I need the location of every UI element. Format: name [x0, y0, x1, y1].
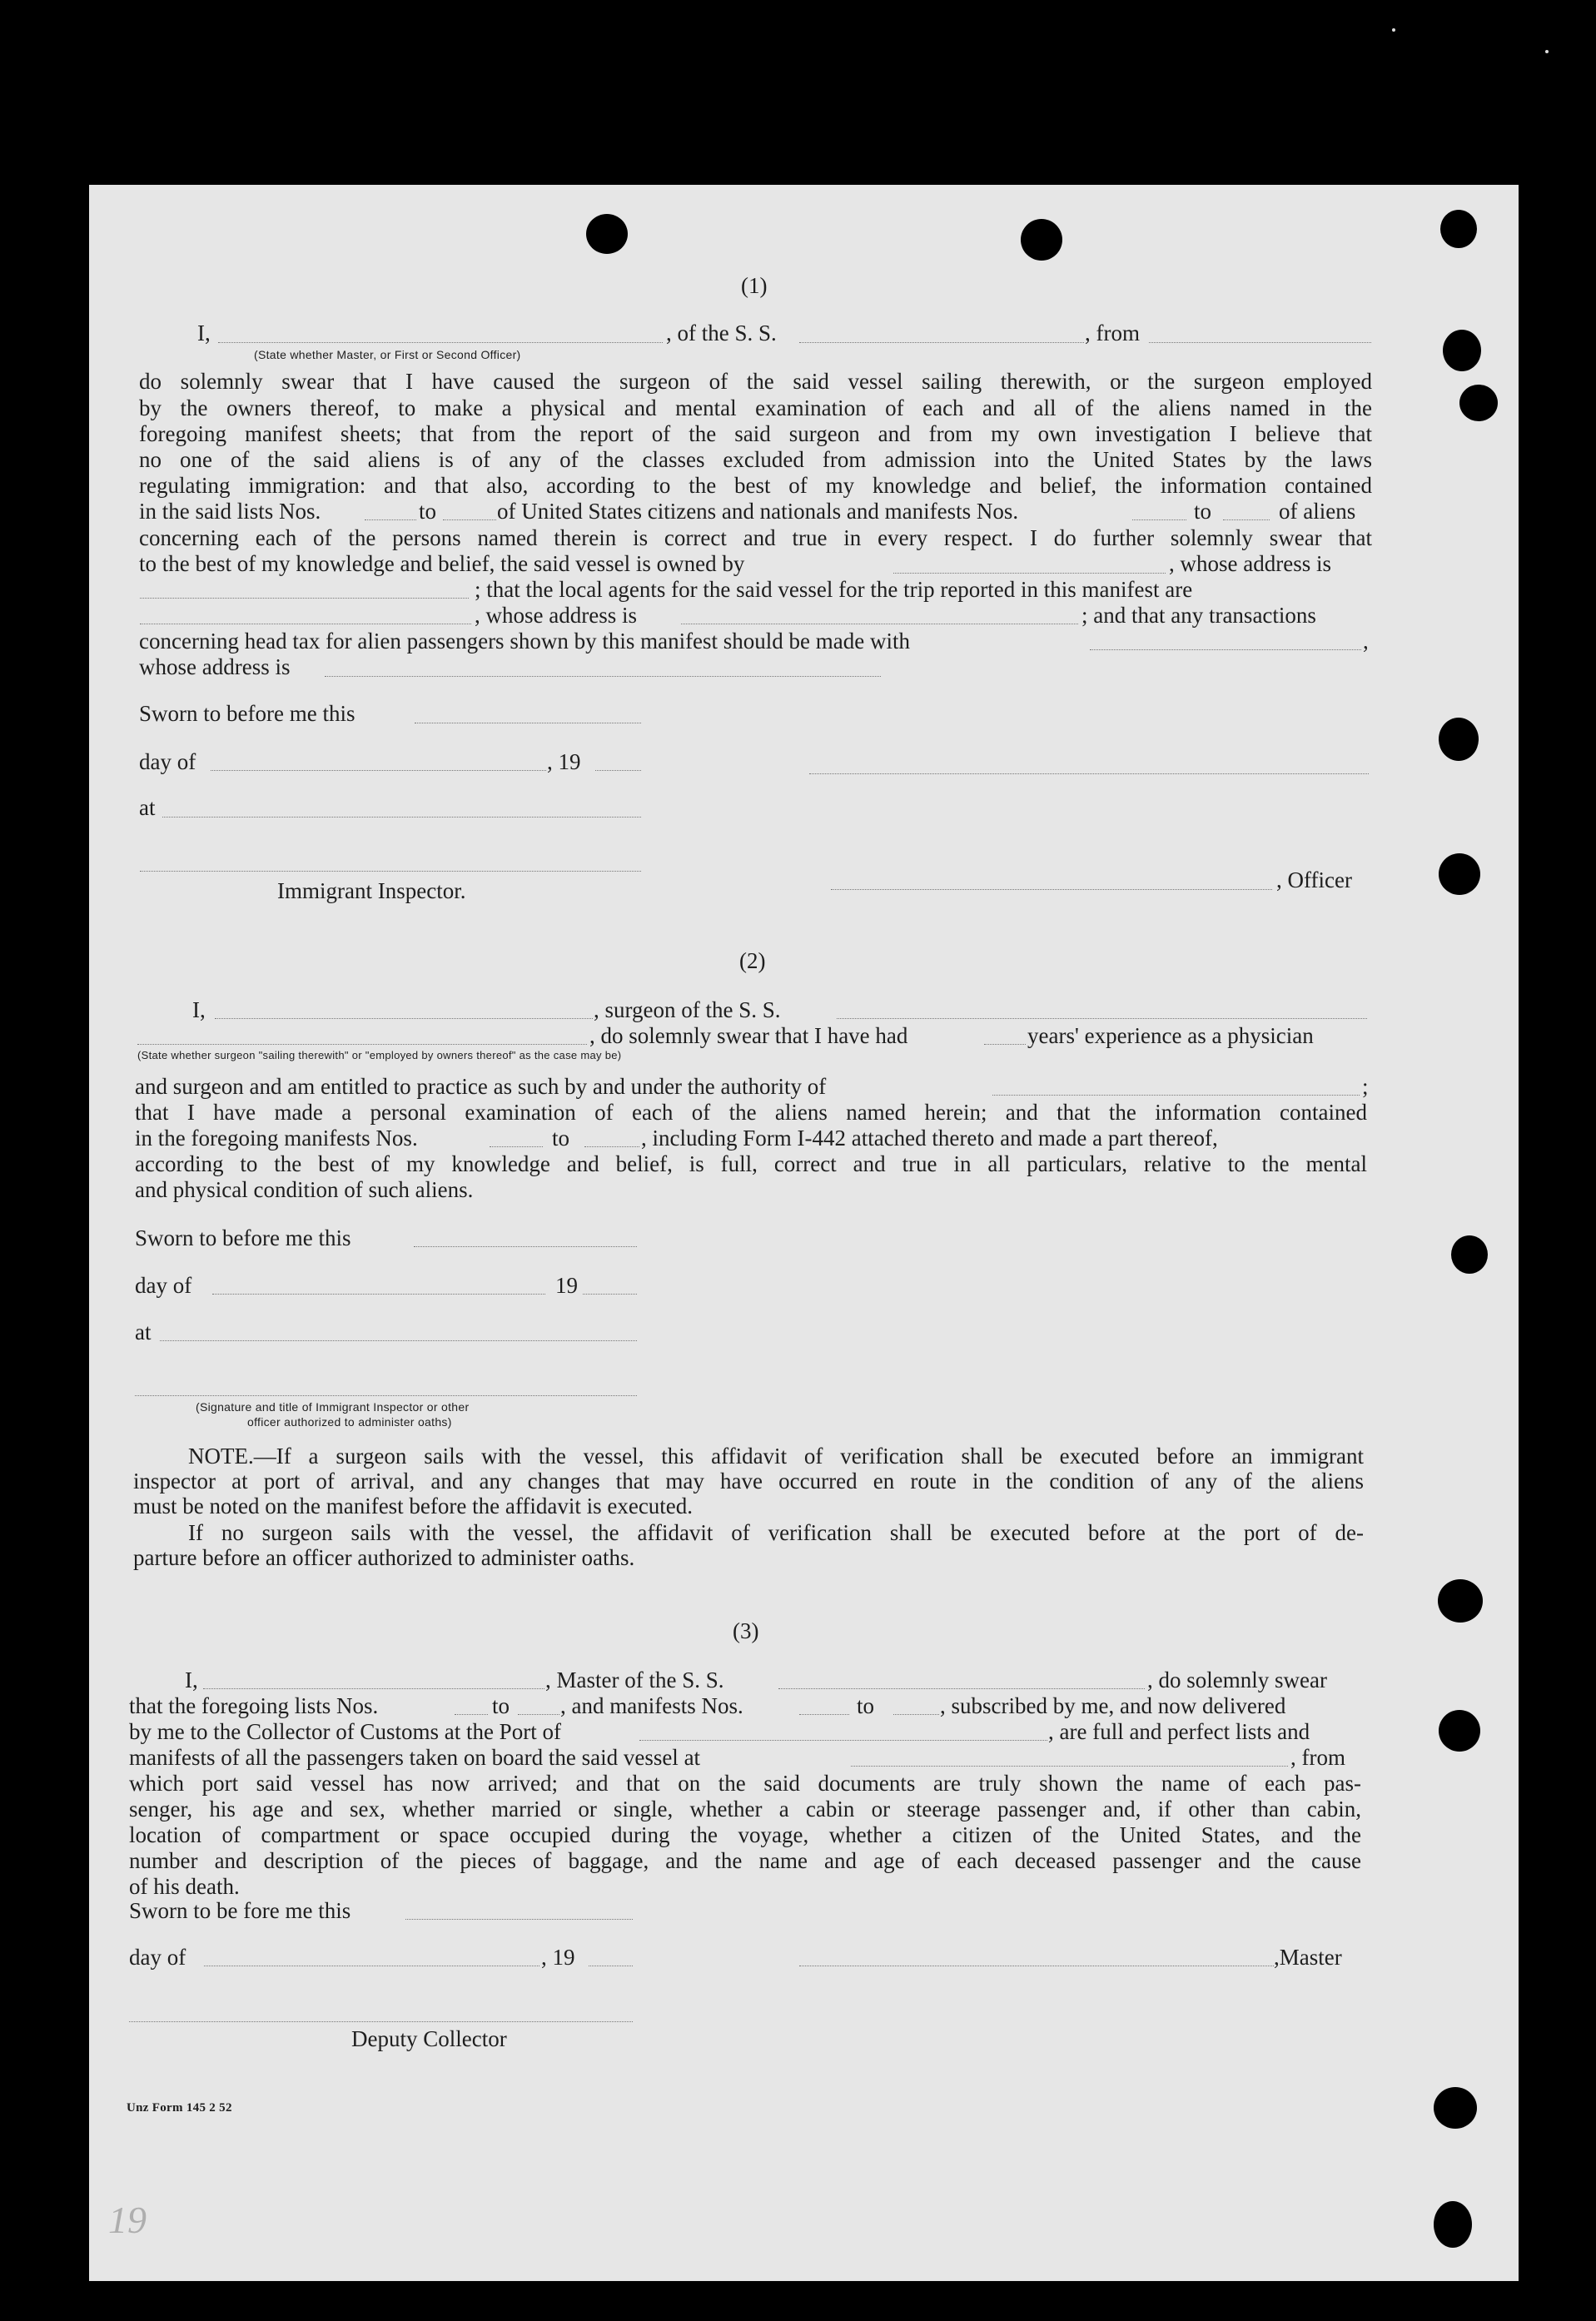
s3-deputy-signature-line[interactable] [129, 2021, 633, 2022]
punch-hole [1434, 2087, 1477, 2129]
s1-line-1: do solemnly swear that I have caused the surgeon of the said vessel sailing therewith, or the surgeon employed [139, 369, 1372, 394]
s2-line-5-to: to [552, 1126, 570, 1151]
s2-years: years' experience as a physician [1027, 1023, 1314, 1048]
s1-inspector-label: Immigrant Inspector. [277, 878, 466, 903]
s1-line-6a: in the said lists Nos. [139, 499, 321, 524]
s2-sworn-field[interactable] [414, 1246, 637, 1247]
s3-line-6: senger, his age and sex, whether married or single, whether a cabin or steerage passenger and, if other than cabin, [129, 1797, 1361, 1822]
s1-line-8a: to the best of my knowledge and belief, the said vessel is owned by [139, 551, 745, 576]
s3-line-2b: , and manifests Nos. [560, 1693, 743, 1718]
s3-line-4a: manifests of all the passengers taken on board the said vessel at [129, 1745, 701, 1770]
s1-year-field[interactable] [595, 770, 641, 771]
punch-hole [1451, 1235, 1488, 1274]
s3-line-7: location of compartment or space occupied during the voyage, whether a citizen of the United States, and the [129, 1822, 1361, 1847]
punch-hole [586, 214, 628, 254]
s3-line-4b: , from [1290, 1745, 1345, 1770]
s1-line-10a: , whose address is [475, 603, 637, 628]
note-line-5: parture before an officer authorized to administer oaths. [133, 1545, 635, 1570]
s3-master-name-field[interactable] [203, 1688, 544, 1689]
punch-hole [1021, 219, 1062, 261]
s3-sworn-field[interactable] [405, 1919, 633, 1920]
s2-authority-field[interactable] [992, 1095, 1360, 1096]
note-line-4: If no surgeon sails with the vessel, the affidavit of verification shall be executed before at the port of de- [188, 1520, 1364, 1545]
note-line-3: must be noted on the manifest before the affidavit is executed. [133, 1493, 694, 1518]
s3-line-last: of his death. [129, 1874, 240, 1899]
s3-lists-from-field[interactable] [455, 1714, 488, 1715]
s1-line-8b: , whose address is [1169, 551, 1331, 576]
s2-i-label: I, [192, 997, 206, 1022]
s2-manifests-to-field[interactable] [584, 1146, 639, 1147]
s3-master-of: , Master of the S. S. [545, 1667, 724, 1692]
s1-owner-address-field[interactable] [140, 598, 469, 599]
s1-line-2: by the owners thereof, to make a physical and mental examination of each and all of the aliens named in the [139, 395, 1372, 420]
s1-lists-from-field[interactable] [365, 519, 416, 520]
s3-deputy-label: Deputy Collector [351, 2026, 507, 2051]
s3-master-label: ,Master [1274, 1945, 1342, 1970]
s1-line-7: concerning each of the persons named therein is correct and true in every respect. I do further solemnly swear that [139, 525, 1372, 550]
s1-officer-label: , Officer [1276, 867, 1352, 892]
s1-line-6b: of United States citizens and nationals and manifests Nos. [497, 499, 1019, 524]
s2-day-field[interactable] [212, 1294, 545, 1295]
s1-from: , from [1085, 321, 1140, 345]
s2-line-7: and physical condition of such aliens. [135, 1177, 474, 1202]
s2-line-3: and surgeon and am entitled to practice as such by and under the authority of [135, 1074, 827, 1099]
punch-hole [1440, 210, 1477, 248]
s1-line-4: no one of the said aliens is of any of the classes excluded from admission into the United States by the laws [139, 447, 1372, 472]
s2-at: at [135, 1320, 152, 1344]
s3-line-3a: by me to the Collector of Customs at the Port of [129, 1719, 561, 1744]
s2-surgeon-note: (State whether surgeon "sailing therewith" or "employed by owners thereof" as the case may be) [137, 1049, 622, 1061]
s1-inspector-signature-line[interactable] [140, 871, 641, 872]
s2-surgeon-of: , surgeon of the S. S. [594, 997, 781, 1022]
s1-of-ss: , of the S. S. [666, 321, 777, 345]
s2-surgeon-name-field[interactable] [215, 1018, 593, 1019]
punch-hole [1438, 1579, 1483, 1623]
s2-line-6: according to the best of my knowledge and belief, is full, correct and true in all particulars, relative to the mental [135, 1151, 1367, 1176]
s1-manifests-from-field[interactable] [1132, 519, 1186, 520]
s2-manifests-from-field[interactable] [490, 1146, 543, 1147]
s3-line-8: number and description of the pieces of baggage, and the name and age of each deceased passenger and the cause [129, 1848, 1361, 1873]
dust-speck [1392, 28, 1395, 32]
s3-vessel-field[interactable] [778, 1688, 1145, 1689]
s1-line-3: foregoing manifest sheets; that from the report of the said surgeon and from my own investigation I believe that [139, 421, 1372, 446]
s2-line-5b: , including Form I-442 attached thereto and made a part thereof, [641, 1126, 1218, 1151]
form-id: Unz Form 145 2 52 [127, 2101, 232, 2115]
section-2-number: (2) [739, 948, 766, 973]
s1-day-field[interactable] [211, 770, 546, 771]
s1-line-6-to: to [419, 499, 437, 524]
s2-year: 19 [555, 1273, 578, 1298]
s3-line-2c: , subscribed by me, and now delivered [940, 1693, 1286, 1718]
s1-lists-to-field[interactable] [443, 519, 496, 520]
section-1-number: (1) [741, 273, 768, 298]
s1-line-12: whose address is [139, 654, 291, 679]
s1-vessel-field[interactable] [799, 342, 1084, 343]
s3-line-5: which port said vessel has now arrived; and that on the said documents are truly shown the name of each pas- [129, 1771, 1361, 1796]
s1-line-5: regulating immigration: and that also, according to the best of my knowledge and belief, the information contained [139, 473, 1372, 498]
s1-year: , 19 [547, 749, 581, 774]
s1-manifests-to-field[interactable] [1223, 519, 1270, 520]
s3-i-label: I, [185, 1667, 198, 1692]
s3-year: , 19 [541, 1945, 575, 1970]
s3-manifests-from-field[interactable] [799, 1714, 849, 1715]
s2-swear: , do solemnly swear that I have had [589, 1023, 908, 1048]
s1-line-6c: of aliens [1279, 499, 1356, 524]
s2-sworn: Sworn to before me this [135, 1225, 351, 1250]
s1-at: at [139, 795, 156, 820]
s3-sworn: Sworn to be fore me this [129, 1898, 351, 1923]
s2-signature-line[interactable] [135, 1395, 637, 1396]
punch-hole [1434, 2201, 1472, 2248]
s3-line-3b: , are full and perfect lists and [1048, 1719, 1310, 1744]
s2-surgeon-status-field[interactable] [137, 1044, 587, 1045]
s2-at-field[interactable] [160, 1340, 637, 1341]
s3-line-2a: that the foregoing lists Nos. [129, 1693, 379, 1718]
s1-master-signature-line[interactable] [809, 773, 1369, 774]
s1-from-field[interactable] [1149, 342, 1371, 343]
s2-year-field[interactable] [583, 1294, 637, 1295]
s3-manifests-to-field[interactable] [893, 1714, 939, 1715]
s1-officer-note: (State whether Master, or First or Second Officer) [254, 348, 521, 361]
s2-line-4: that I have made a personal examination of each of the aliens named herein; and that the information contained [135, 1100, 1367, 1125]
section-3-number: (3) [733, 1618, 759, 1643]
punch-hole [1439, 853, 1480, 895]
s3-line-2-to: to [492, 1693, 510, 1718]
s2-line-5a: in the foregoing manifests Nos. [135, 1126, 418, 1151]
s3-line-2-to2: to [857, 1693, 875, 1718]
punch-hole [1459, 385, 1498, 421]
s2-vessel-field[interactable] [837, 1018, 1367, 1019]
punch-hole [1439, 1710, 1480, 1752]
s1-owner-field[interactable] [893, 573, 1166, 574]
dust-speck [1545, 50, 1549, 53]
s1-line-11a: concerning head tax for alien passengers shown by this manifest should be made with [139, 629, 911, 654]
s1-day-of: day of [139, 749, 196, 774]
punch-hole [1443, 330, 1481, 371]
s3-day-of: day of [129, 1945, 186, 1970]
s1-line-9: ; that the local agents for the said vessel for the trip reported in this manifest are [475, 577, 1193, 602]
s3-lists-to-field[interactable] [518, 1714, 559, 1715]
s3-swear: , do solemnly swear [1147, 1667, 1327, 1692]
s1-headtax-address-field[interactable] [325, 676, 881, 677]
punch-hole [1439, 718, 1479, 761]
s3-port-embarked-field[interactable] [851, 1766, 1288, 1767]
s2-signature-note-2: officer authorized to administer oaths) [247, 1415, 452, 1429]
note-line-2: inspector at port of arrival, and any changes that may have occurred en route in the condition of any of the aliens [133, 1469, 1364, 1493]
s1-line-10b: ; and that any transactions [1081, 603, 1316, 628]
s1-i-label: I, [197, 321, 211, 345]
s1-sworn: Sworn to before me this [139, 701, 355, 726]
s1-line-11b: , [1363, 629, 1369, 654]
handwritten-number: 19 [108, 2199, 147, 2241]
s1-officer-signature-line[interactable] [831, 889, 1272, 890]
note-line-1: NOTE.—If a surgeon sails with the vessel, this affidavit of verification shall be executed before an immigrant [188, 1444, 1364, 1469]
s1-at-field[interactable] [162, 817, 641, 818]
s2-day-of: day of [135, 1273, 192, 1298]
s1-line-6-to2: to [1194, 499, 1212, 524]
s3-port-field[interactable] [639, 1740, 1047, 1741]
s1-headtax-field[interactable] [1090, 649, 1361, 650]
s1-officer-field[interactable] [218, 342, 663, 343]
s2-line-3-end: ; [1362, 1074, 1369, 1099]
s2-signature-note-1: (Signature and title of Immigrant Inspector or other [196, 1400, 470, 1414]
s2-years-field[interactable] [984, 1044, 1026, 1045]
